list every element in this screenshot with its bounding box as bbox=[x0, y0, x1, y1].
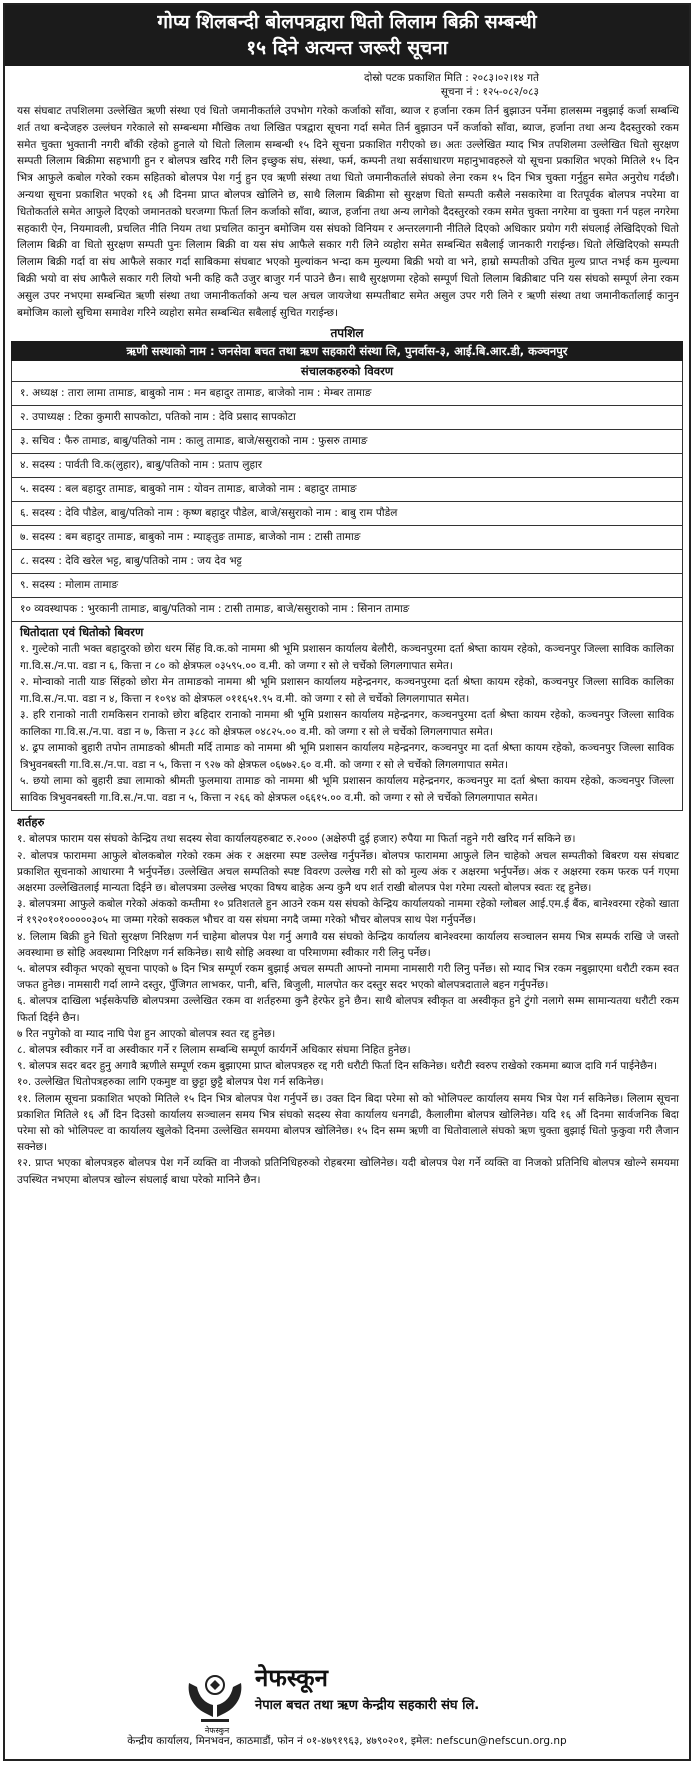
publication-meta bbox=[5, 66, 689, 99]
collateral-heading: धितोदाता एवं धितोको बिवरण bbox=[20, 625, 144, 640]
term-item: ७ रित नपुगेको वा म्याद नाघि पेश हुन आएको बोलपत्र स्वत रद्द हुनेछ। bbox=[17, 1027, 276, 1040]
terms-list bbox=[5, 831, 689, 1187]
term-item: १. बोलपत्र फाराम यस संघको केन्द्रिय तथा सदस्य सेवा कार्यालयहरुबाट रु.२००० (अक्षेरुपी दुई हजार) रुपैया मा फिर्ता नहुने गरी खरिद गर्न सकिने छ। bbox=[17, 833, 576, 846]
tapasil-heading: तपशिल bbox=[330, 326, 364, 341]
cupped-hands-logo-icon bbox=[183, 1661, 247, 1725]
terms-heading: शर्तहरु bbox=[17, 815, 45, 830]
title-line-1: गोप्य शिलबन्दी बोलपत्रद्वारा धितो लिलाम बिक्री सम्बन्धी bbox=[157, 11, 537, 33]
collateral-item: ४. ढ्रप लामाको बुहारी तपोन तामाङको श्रीमती मर्दि तामाङ को नाममा श्री भूमि प्रशासन कार्यालय महेन्द्रनगर, कञ्चनपुर मा दर्ता श्रेष्ता कायम रहेको, कञ्चनपुर जिल्ला साविक त्रिभुवनबस्ती गा.वि.स./न.पा. वडा न ५, कित्ता न ९२७ को क्षेत्रफल ०६७७२.६० व.मी. को जग्गा र सो ले चर्चेको लिगलगापात समेत। bbox=[20, 742, 674, 771]
board-row: ६. सदस्य : देवि पौडेल, बाबु/पतिको नाम : कृष्ण बहादुर पौडेल, बाजे/ससुराको नाम : बाबु राम पौडेल bbox=[11, 502, 683, 526]
term-item: ५. बोलपत्र स्वीकृत भएको सूचना पाएको ७ दिन भित्र सम्पूर्ण रकम बुझाई अचल सम्पती आफ्नो नाममा नामसारी गरी लिनु पर्नेछ। सो म्याद भित्र रकम नबुझाएमा धरौटी रकम स्वत जफत हुनेछ। नामसारी गर्दा लाग्ने दस्तुर, पुँजिगत लाभकर, पानी, बत्ति, बिजुली, मालपोत कर दस्तुर सदर भएको बोलपत्रदाताले बहन गर्नुपर्नेछ। bbox=[17, 962, 679, 992]
collateral-item: २. मोन्वाको नाती याङ सिंहको छोरा मेन तामाङको नाममा श्री भूमि प्रशासन कार्यालय महेन्द्रनगर, कञ्चनपुरमा दर्ता श्रेष्ता कायम रहेको, कञ्चनपुर जिल्ला साविक कालिका गा.वि.स./न.पा. वडा न ४, कित्ता न १०९४ को क्षेत्रफल ०११६५१.९५ व.मी. को जग्गा र सो ले चर्चेको लिगलगापात समेत। bbox=[20, 676, 674, 705]
collateral-item: १. गुल्टेको नाती भक्त बहादुरको छोरा धरम सिंह वि.क.को नाममा श्री भूमि प्रशासन कार्यालय बेलौरी, कञ्चनपुरमा दर्ता श्रेष्ता कायम रहेको, कञ्चनपुर जिल्ला साविक कालिका गा.वि.स./न.पा. वडा न ६, कित्ता न ८० को क्षेत्रफल ०३५९५.०० व.मी. को जग्गा र सो ले चर्चेको लिगलगापात समेत। bbox=[20, 643, 674, 672]
board-row: २. उपाध्यक्ष : टिका कुमारी सापकोटा, पतिको नाम : देवि प्रसाद सापकोटा bbox=[11, 406, 683, 430]
org-full-name: नेपाल बचत तथा ऋण केन्द्रीय सहकारी संघ लि. bbox=[255, 1698, 480, 1713]
collateral-item: ३. हरि रानाको नाती रामकिसन रानाको छोरा बहिदार रानाको नाममा श्री भूमि प्रशासन कार्यालय महेन्द्रनगर, कञ्चनपुरमा दर्ता श्रेष्ता कायम रहेको, कञ्चनपुर जिल्ला साविक कालिका गा.वि.स./न.पा. वडा न ७, कित्ता न ३८८ को क्षेत्रफल ०४८२५.०० व.मी. को जग्गा र सो ले चर्चेको लिगलगापात समेत। bbox=[20, 709, 674, 738]
board-row: ९. सदस्य : मोलाम तामाङ bbox=[11, 574, 683, 598]
term-item: ९. बोलपत्र सदर बदर हुनु अगावै ऋणीले सम्पूर्ण रकम बुझाएमा प्राप्त बोलपत्रहरु रद्द गरी धरौटी फिर्ता दिन सकिनेछ। धरौटी स्वरुप राखेको रकममा ब्याज दावि गर्न पाईनेछैन। bbox=[17, 1060, 658, 1073]
term-item: ६. बोलपत्र दाखिला भईसकेपछि बोलपत्रमा उल्लेखित रकम वा शर्तहरुमा कुनै हेरफेर हुने छैन। साथै बोलपत्र स्वीकृत वा अस्वीकृत हुने टुंगो नलागे सम्म सामान्यतया धरौटी रकम फिर्ता दिईने छैन। bbox=[17, 995, 679, 1024]
term-item: २. बोलपत्र फाराममा आफुले बोलकबोल गरेको रकम अंक र अक्षरमा स्पष्ट उल्लेख गर्नुपर्नेछ। बोलपत्र फाराममा आफुले लिन चाहेको अचल सम्पतीको बिबरण यस संघबाट प्रकाशित सूचनाको आधारमा नै भर्नुपर्नेछ। उल्लेखित अचल सम्पतिको स्पष्ट विवरण उल्लेख गरी सो को मुल्य अंक र अक्षरमा भर्नुपर्नेछ। अंक र अक्षरमा रकम फरक पर्न गएमा अक्षरमा उल्लेखितलाई मान्यता दिईने छ। बोलपत्रमा उल्लेख भएका विषय बाहेक अन्य कुनै थप शर्त राखी बोलपत्र पेश गरेमा त्यस्तो बोलपत्र स्वतः रद्द हुनेछ। bbox=[17, 849, 679, 894]
collateral-item: ५. छयो लामा को बुहारी ड्या लामाको श्रीमती फुलमाया तामाङ को नाममा श्री भूमि प्रशासन कार्यालय महेन्द्रनगर, कञ्चनपुर मा दर्ता श्रेष्ता कायम रहेको, कञ्चनपुर जिल्ला साविक त्रिभुवनबस्ती गा.वि.स./न.पा. वडा न ५, कित्ता न २६६ को क्षेत्रफल ०६६१५.०० व.मी. को जग्गा र सो ले चर्चेको लिगलगापात समेत। bbox=[20, 775, 674, 804]
footer bbox=[5, 1657, 689, 1761]
logo-caption: नेफस्कुन bbox=[204, 1726, 230, 1735]
board-row: ८. सदस्य : देवि खरेल भट्ट, बाबु/पतिको नाम : जय देव भट्ट bbox=[11, 550, 683, 574]
term-item: ११. लिलाम सूचना प्रकाशित भएको मितिले १५ दिन भित्र बोलपत्र पेश गर्नुपर्ने छ। उक्त दिन बिदा परेमा सो को भोलिपल्ट कार्यालय समय भित्र पेश गर्न सकिनेछ। लिलाम सूचना प्रकाशित मितिले १६ औं दिन दिउसो कार्यालय सञ्चालन समय भित्र संघको सदस्य सेवा कार्यालय धनगढी, कैलालीमा बोलपत्र खोलिनेछ। यदि १६ औं दिनमा सार्वजनिक बिदा परेमा सो को भोलिपल्ट वा कार्यालय खुलेको दिनमा उल्लेखित समयमा बोलपत्र खोलिनेछ। १५ दिन सम्म ऋणी वा धितोवालाले संघको ऋण चुक्ता बुझाई धितो फुकुवा गरी लैजान सक्नेछ। bbox=[17, 1092, 679, 1154]
term-item: १२. प्राप्त भएका बोलपत्रहरु बोलपत्र पेश गर्ने व्यक्ति वा नीजको प्रतिनिधिहरुको रोहबरमा खोलिनेछ। यदी बोलपत्र पेश गर्ने व्यक्ति वा निजको प्रतिनिधि बोलपत्र खोल्ने समयमा उपस्थित नभएमा बोलपत्र खोल्न संघलाई बाधा परेको मानिने छैन। bbox=[17, 1157, 679, 1186]
brand-name: नेफस्कून bbox=[255, 1664, 328, 1692]
borrower-name-bar: ऋणी सस्थाको नाम : जनसेवा बचत तथा ऋण सहकारी संस्था लि, पुनर्वास-३, आई.बि.आर.डी, कञ्चनपुर bbox=[11, 341, 683, 361]
notice-number: सूचना नं : १२५-०८२/०८३ bbox=[440, 86, 539, 98]
board-list bbox=[5, 382, 689, 622]
collateral-section bbox=[11, 622, 683, 811]
board-row: ५. सदस्य : बल बहादुर तामाङ, बाबुको नाम : योवन तामाङ, बाजेको नाम : बहादुर तामाङ bbox=[11, 478, 683, 502]
board-row: १० व्यवस्थापक : भुरकानी तामाङ, बाबु/पतिको नाम : टासी तामाङ, बाजे/ससुराको नाम : सिनान तामाङ bbox=[11, 598, 683, 622]
title-banner bbox=[5, 5, 689, 66]
notice-page bbox=[3, 3, 691, 1761]
board-heading: संचालकहरुको विवरण bbox=[11, 361, 683, 382]
board-row: ४. सदस्य : पार्वती वि.क(लुहार), बाबु/पतिको नाम : प्रताप लुहार bbox=[11, 454, 683, 478]
board-row: ३. सचिव : फैरु तामाङ, बाबु/पतिको नाम : कालु तामाङ, बाजे/ससुराको नाम : फुसरु तामाङ bbox=[11, 430, 683, 454]
board-row: १. अध्यक्ष : तारा लामा तामाङ, बाबुको नाम : मन बहादुर तामाङ, बाजेको नाम : मेम्बर तामाङ bbox=[11, 382, 683, 406]
contact-line: केन्द्रीय कार्यालय, मिनभवन, काठमाडौं, फोन नं ०१-४७९१९६३, ४७९०२०१, इमेल: nefscun@nefscun.org.np bbox=[127, 1735, 567, 1747]
published-date: दोस्रो पटक प्रकाशित मिति : २०८३।०२।१४ गते bbox=[364, 72, 539, 84]
term-item: १०. उल्लेखित धितोपत्रहरुका लागि एकमुष्ट वा छुट्टा छुट्टै बोलपत्र पेश गर्न सकिनेछ। bbox=[17, 1076, 324, 1089]
term-item: ३. बोलपत्रमा आफुले कबोल गरेको अंकको कम्तीमा १० प्रतिशतले हुन आउने रकम यस संघको केन्द्रिय कार्यालयको नाममा रहेको ग्लोबल आई.एम.ई बैंक, बानेश्वरमा रहेको खाता नं १९२०१०१०००००३०५ मा जम्मा गरेको सक्कल भौचर वा यस संघमा नगदै जम्मा गरेको भौचर बोलपत्र साथ पेश गर्नुपर्नेछ। bbox=[17, 898, 679, 927]
intro-paragraph: यस संघबाट तपशिलमा उल्लेखित ऋणी संस्था एवं धितो जमानीकर्ताले उपभोग गरेको कर्जाको साँवा, ब्याज र हर्जाना रकम तिर्न बुझाउन पर्नेमा हालसम्म नबुझाई कर्जा सम्बन्धि शर्त तथा बन्देजहरु उल्लंघन गरेकाले सो सम्बन्धमा मौखिक तथा लिखित पत्रद्वारा सूचना गर्दा समेत तिर्न बुझाउन पर्ने कर्जाको साँवा, ब्याज, हर्जाना तथा अन्य दैदस्तुरको रकम समेत चुक्ता भुक्तानी नगरी बाँकी रहेको हुनाले यो धितो लिलाम सम्बन्धी १५ दिने सूचना प्रकाशित गरीएको छ। अतः उल्लेखित म्याद भित्र तपशिलमा उल्लेखित धितो सुरक्षण सम्पती लिलाम बिक्रीमा सहभागी हुन र बोलपत्र खरिद गरी लिन इच्छुक संघ, संस्था, फर्म, कम्पनी तथा सर्वसाधारण महानुभावहरुले यो सूचना प्रकाशित भएको मितिले १५ दिन भित्र आफुले कबोल गरेको रकम सहितको बोलपत्र पेश गर्नु हुन एव ऋणी संस्था तथा धितो जमानीकर्ताले संघको लेना रकम १५ दिन भित्र चुक्ता गर्नुहुन समेत अनुरोध गर्दछौ। अन्यथा सूचना प्रकाशित भएको १६ औ दिनमा प्राप्त बोलपत्र खोलिने छ, साथै लिलाम बिक्रीमा सो सुरक्षण धितो सम्पती कसैले नसकारेमा वा रितपूर्वक बोलपत्र नपरेमा वा धितोकर्ताले समेत आफुले दिएको जमानतको घरजग्गा फिर्ता लिन कर्जाको साँवा, ब्याज, हर्जाना तथा अन्य लागेको दैदस्तुरको रकम समेत चुक्ता नगरेमा वा चुक्ता गर्न पहल नगरेमा सहकारी ऐन, नियमावली, प्रचलित नीति नियम तथा प्रचलित कानुन बमोजिम यस संघको विनियम र अन्तरलगानी नीतिले दिएको अधिकार प्रयोग गरी संघलाई लेखिदिएको धितो लिलाम बिक्री वा धितो सुरक्षण सम्पती पुनः लिलाम बिक्री वा यस संघ आफैले सकार गरी लिने व्यहोरा समेत सम्बन्धित सबैलाई जानकारी गराईन्छ। धितो लेखिदिएको सम्पती लिलाम बिक्री गर्दा वा संघ आफैले सकार गर्दा साबिकमा संघबाट भएको मुल्यांकन भन्दा कम मुल्यमा बिक्री भयो वा भने, हाम्रो सम्पतीको उचित मुल्य प्राप्त नभई कम मुल्यमा बिक्री भयो वा संघ आफैले सकार गरी लियो भनी कहि कतै उजुर बाजुर गर्न पाउने छैन। साथै सुरक्षणमा रहेको सम्पूर्ण धितो लिलाम बिक्रीबाट पनि यस संघको सम्पूर्ण लेना रकम असुल उपर नभएमा सम्बन्धित ऋणी संस्था तथा जमानीकर्ताको अन्य चल अचल जायजेथा सम्पतीबाट समेत असुल उपर गरी लिने र ऋणी संस्था तथा जमानीकर्तालाई कानुन बमोजिम कालो सुचिमा समावेश गरिने व्यहोरा समेत सम्बन्धित सबैलाई सुचित गराईन्छ। bbox=[17, 105, 679, 319]
title-line-2: १५ दिने अत्यन्त जरूरी सूचना bbox=[246, 37, 448, 59]
term-item: ८. बोलपत्र स्वीकार गर्ने वा अस्वीकार गर्ने र लिलाम सम्बन्धि सम्पूर्ण कार्यगर्ने अधिकार संघमा निहित हुनेछ। bbox=[17, 1044, 411, 1056]
board-row: ७. सदस्य : बम बहादुर तामाङ, बाबुको नाम : म्याङ्तुङ तामाङ, बाजेको नाम : टासी तामाङ bbox=[11, 526, 683, 550]
term-item: ४. लिलाम बिक्री हुने धितो सुरक्षण निरिक्षण गर्न चाहेमा बोलपत्र पेश गर्नु अगावै यस संघको केन्द्रिय कार्यालय बानेश्वरमा कार्यालय सञ्चालन समय भित्र सम्पर्क राखि जे जस्तो अवस्थामा छ सोहि अवस्थामा निरिक्षण गर्न सकिनेछ। साथै सोहि अवस्था वा परिमाणमा स्वीकार गरी लिनु पर्नेछ। bbox=[17, 930, 679, 959]
